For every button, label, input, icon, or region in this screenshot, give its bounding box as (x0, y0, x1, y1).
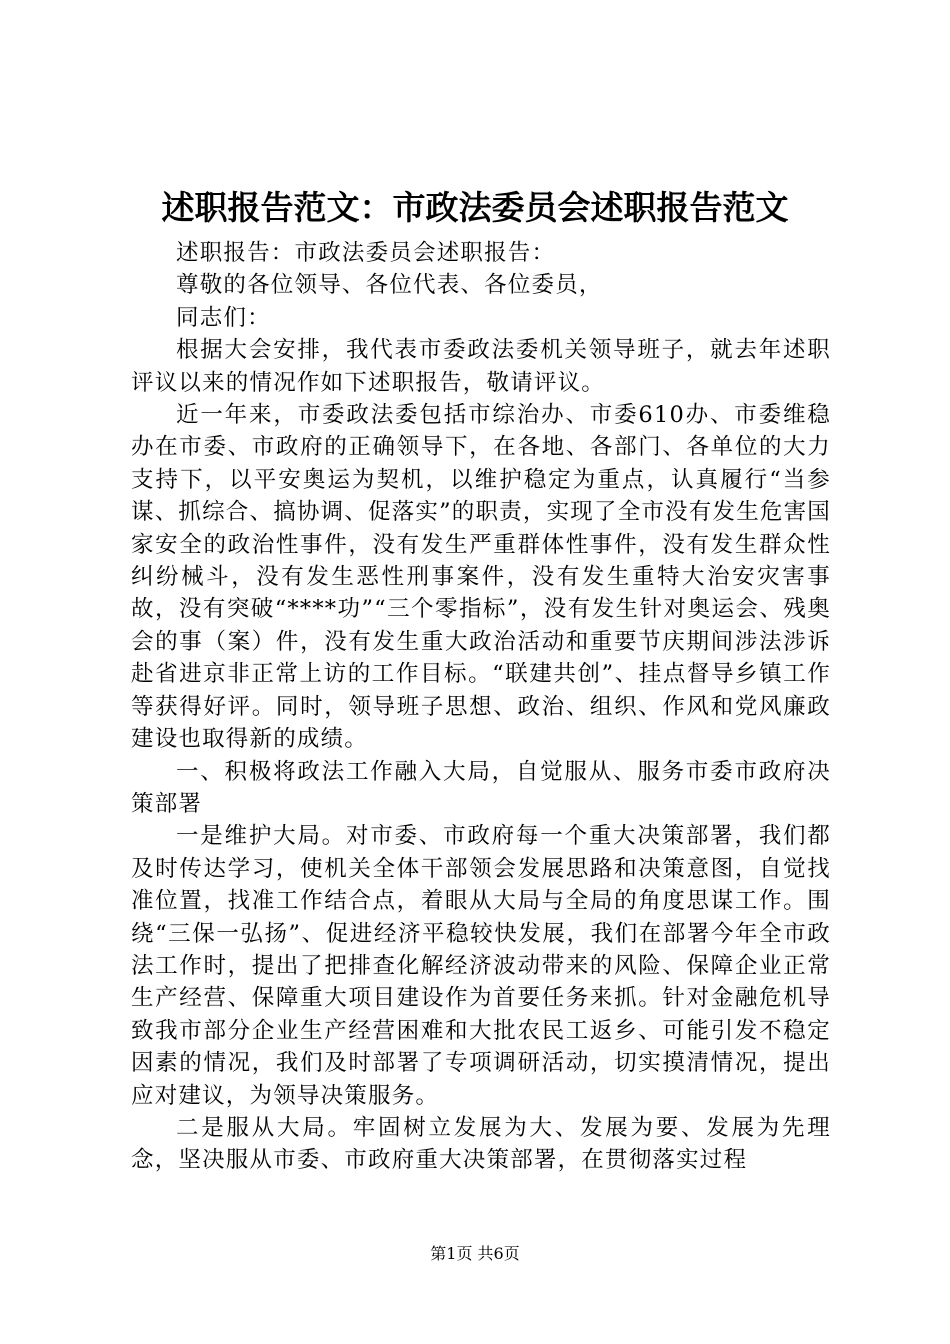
document-title: 述职报告范文：市政法委员会述职报告范文 (161, 188, 789, 227)
paragraph-subject: 述职报告：市政法委员会述职报告： (176, 240, 556, 266)
paragraph-salutation: 尊敬的各位领导、各位代表、各位委员， (176, 272, 603, 299)
paragraph-point-one: 一是维护大局。对市委、市政府每一个重大决策部署，我们都及时传达学习，使机关全体干部领会发展思路和决策意图，自觉找准位置，找准工作结合点，着眼从大局与全局的角度思谋工作。围绕“三保一弘扬”、促进经济平稳较快发展，我们在部署今年全市政法工作时，提出了把排查化解经济波动带来的风险、保障企业正常生产经营、保障重大项目建设作为首要任务来抓。针对金融危机导致我市部分企业生产经营困难和大批农民工返乡、可能引发不稳定因素的情况，我们及时部署了专项调研活动，切实摸清情况，提出应对建议，为领导决策服务。 (131, 823, 831, 1109)
page-number-footer: 第1页 共6页 (430, 1244, 520, 1263)
document-body (131, 237, 831, 1177)
paragraph-comrades: 同志们： (176, 304, 271, 331)
paragraph-point-two: 二是服从大局。牢固树立发展为大、发展为要、发展为先理念，坚决服从市委、市政府重大决策部署，在贯彻落实过程 (131, 1114, 831, 1174)
paragraph-section-heading: 一、积极将政法工作融入大局，自觉服从、服务市委市政府决策部署 (131, 758, 831, 817)
paragraph-intro: 根据大会安排，我代表市委政法委机关领导班子，就去年述职评议以来的情况作如下述职报告，敬请评议。 (131, 337, 831, 396)
paragraph-summary: 近一年来，市委政法委包括市综治办、市委610办、市委维稳办在市委、市政府的正确领导下，在各地、各部门、各单位的大力支持下，以平安奥运为契机，以维护稳定为重点，认真履行“当参谋、抓综合、搞协调、促落实”的职责，实现了全市没有发生危害国家安全的政治性事件，没有发生严重群体性事件，没有发生群众性纠纷械斗，没有发生恶性刑事案件，没有发生重特大治安灾害事故，没有突破“****功”“三个零指标”，没有发生针对奥运会、残奥会的事（案）件，没有发生重大政治活动和重要节庆期间涉法涉诉赴省进京非正常上访的工作目标。“联建共创”、挂点督导乡镇工作等获得好评。同时，领导班子思想、政治、组织、作风和党风廉政建设也取得新的成绩。 (131, 402, 832, 753)
